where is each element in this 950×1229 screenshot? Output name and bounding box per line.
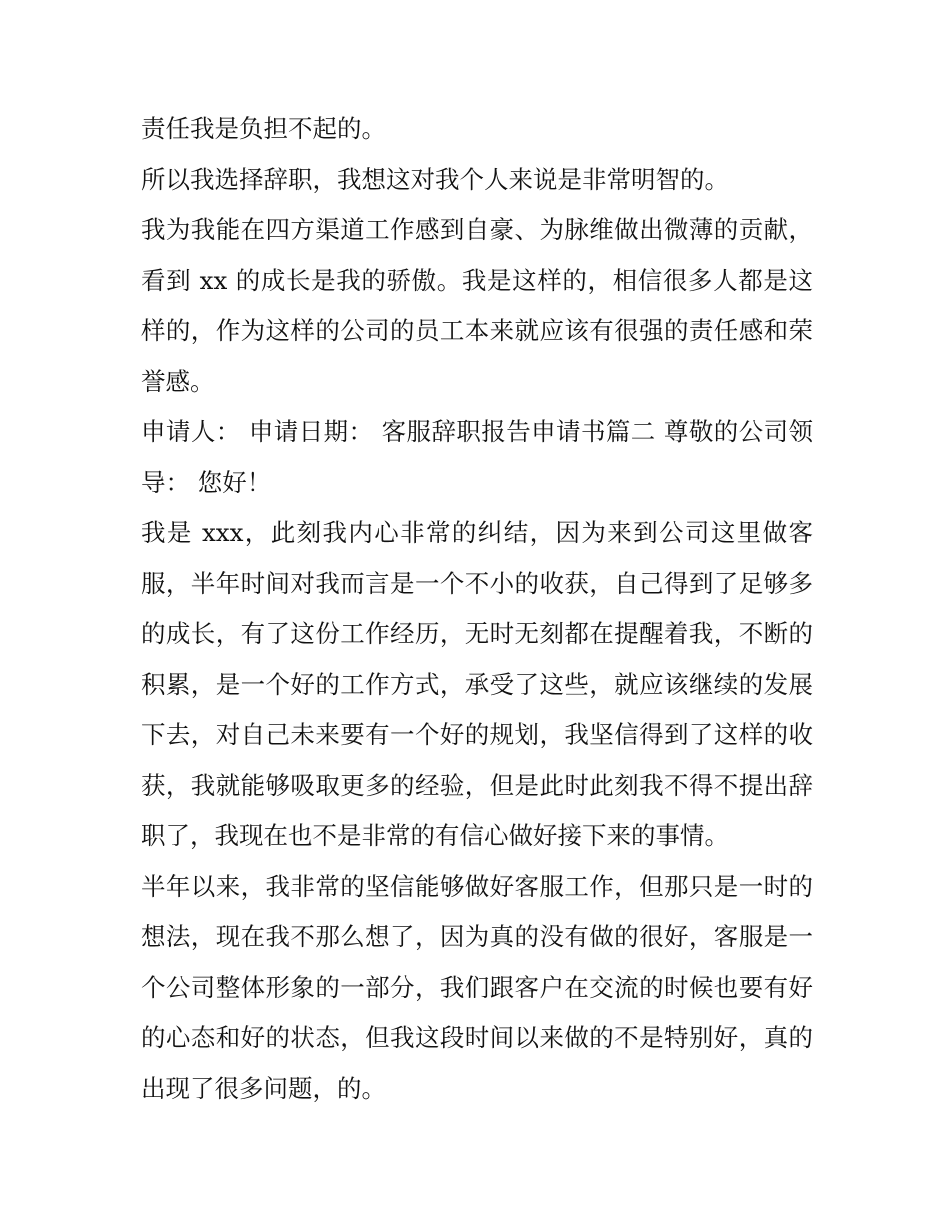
paragraph: 申请人： 申请日期： 客服辞职报告申请书篇二 尊敬的公司领导： 您好！ — [141, 417, 813, 497]
paragraph: 我是 xxx，此刻我内心非常的纠结，因为来到公司这里做客服，半年时间对我而言是一个不小的收获，自己得到了足够多的成长，有了这份工作经历，无时无刻都在提醒着我，不断的积累，是一个好的工作方式，承受了这些，就应该继续的发展下去，对自己未来要有一个好的规划，我坚信得到了这样的收获，我就能够吸取更多的经验，但是此时此刻我不得不提出辞职了，我现在也不是非常的有信心做好接下来的事情。 — [141, 518, 813, 850]
paragraph: 责任我是负担不起的。 — [141, 114, 386, 143]
paragraph: 所以我选择辞职，我想这对我个人来说是非常明智的。 — [141, 164, 729, 194]
paragraph: 半年以来，我非常的坚信能够做好客服工作，但那只是一时的想法，现在我不那么想了，因为真的没有做的很好，客服是一个公司整体形象的一部分，我们跟客户在交流的时候也要有好的心态和好的状态，但我这段时间以来做的不是特别好，真的出现了很多问题，的。 — [141, 871, 813, 1103]
document-body — [141, 104, 813, 1114]
paragraph: 我为我能在四方渠道工作感到自豪、为脉维做出微薄的贡献，看到 xx 的成长是我的骄傲。我是这样的，相信很多人都是这样的，作为这样的公司的员工本来就应该有很强的责任感和荣誉感。 — [141, 215, 813, 396]
